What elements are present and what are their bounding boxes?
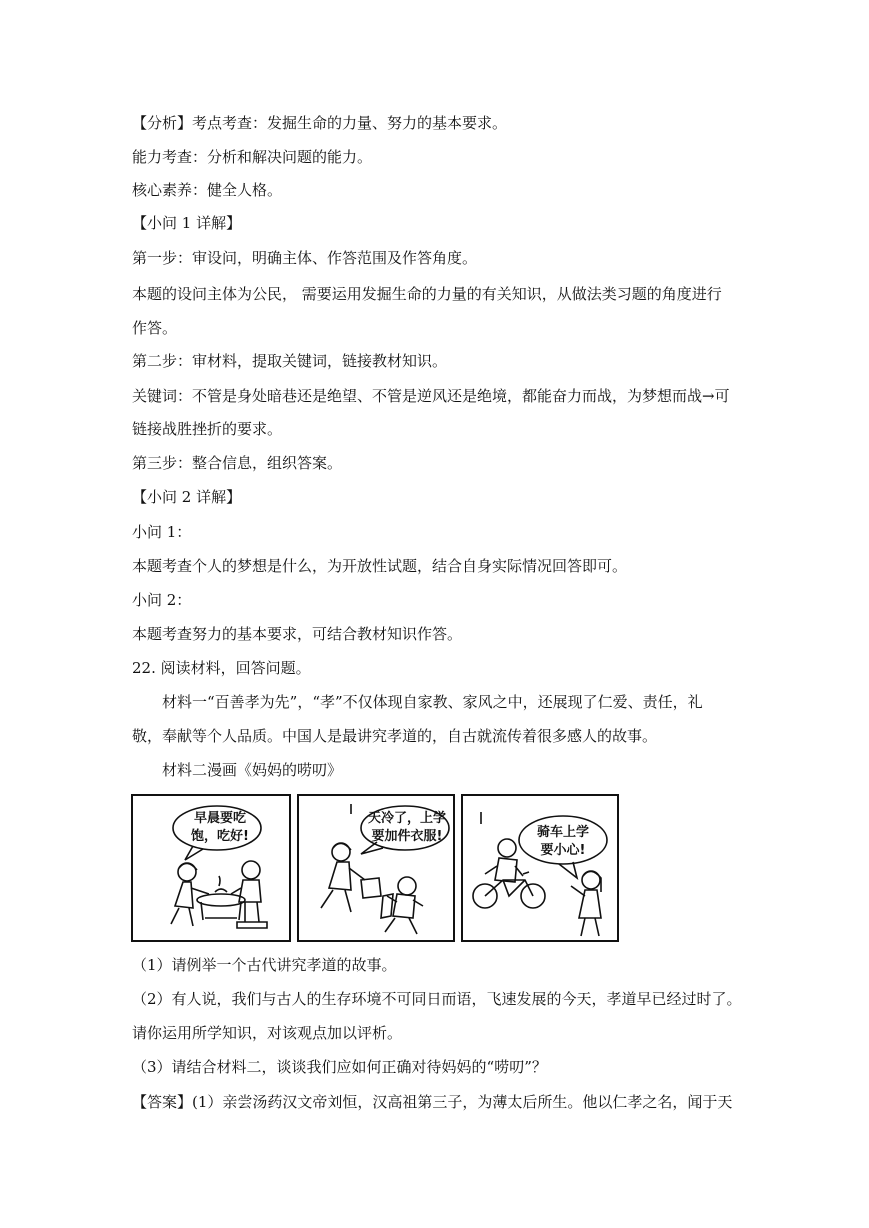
subq2-part2-text: 本题考查努力的基本要求，可结合教材知识作答。 xyxy=(132,625,463,643)
subq2-heading: 【小问 2 详解】 xyxy=(132,488,242,506)
body-line: 本题的设问主体为公民， 需要运用发掘生命的力量的有关知识，从做法类习题的角度进行 xyxy=(132,285,722,303)
step1-line: 第一步：审设问，明确主体、作答范围及作答角度。 xyxy=(132,249,478,267)
speech-bubble-3-line-1: 骑车上学 xyxy=(536,825,589,840)
subq1-heading: 【小问 1 详解】 xyxy=(132,214,242,232)
speech-bubble-2-line-1: 天冷了，上学 xyxy=(367,811,446,826)
material-1-line: 材料一“百善孝为先”，“孝”不仅体现自家教、家风之中，还展现了仁爱、责任，礼 xyxy=(162,693,703,711)
speech-bubble-3-line-2: 要小心! xyxy=(540,843,586,858)
speech-bubble-1-line-2: 饱，吃好! xyxy=(191,829,249,844)
question-2-cont: 请你运用所学知识，对该观点加以评析。 xyxy=(132,1024,403,1042)
subq2-part2-label: 小问 2： xyxy=(132,591,192,609)
speech-bubble-1-line-1: 早晨要吃 xyxy=(193,811,246,826)
ability-line: 能力考查：分析和解决问题的能力。 xyxy=(132,148,373,166)
speech-bubble-2-line-2: 要加件衣服! xyxy=(371,829,443,844)
material-1-line-cont: 敬，奉献等个人品质。中国人是最讲究孝道的，自古就流传着很多感人的故事。 xyxy=(132,727,658,745)
keywords-line: 关键词：不管是身处暗巷还是绝望、不管是逆风还是绝境，都能奋力而战，为梦想而战→可 xyxy=(132,387,730,405)
answer-line: 【答案】(1）亲尝汤药汉文帝刘恒，汉高祖第三子，为薄太后所生。他以仁孝之名，闻于天 xyxy=(132,1093,733,1111)
question-22-heading: 22. 阅读材料，回答问题。 xyxy=(132,659,311,677)
question-2: （2）有人说，我们与古人的生存环境不可同日而语，飞速发展的今天，孝道早已经过时了。 xyxy=(132,990,742,1008)
body-line: 作答。 xyxy=(132,319,178,337)
keywords-line-cont: 链接战胜挫折的要求。 xyxy=(132,420,283,438)
literacy-line: 核心素养：健全人格。 xyxy=(132,181,283,199)
comic-panel-2 xyxy=(297,794,455,942)
subq2-part1-text: 本题考查个人的梦想是什么，为开放性试题，结合自身实际情况回答即可。 xyxy=(132,557,628,575)
comic-illustration-3 xyxy=(463,796,617,940)
analysis-heading: 【分析】考点考查：发掘生命的力量、努力的基本要求。 xyxy=(132,114,508,132)
step3-line: 第三步：整合信息，组织答案。 xyxy=(132,454,343,472)
comic-panel-3 xyxy=(461,794,619,942)
material-2-caption: 材料二漫画《妈妈的唠叨》 xyxy=(162,761,343,779)
question-3: （3）请结合材料二，谈谈我们应如何正确对待妈妈的“唠叨”？ xyxy=(132,1058,547,1076)
subq2-part1-label: 小问 1： xyxy=(132,523,192,541)
question-1: （1）请例举一个古代讲究孝道的故事。 xyxy=(132,956,397,974)
step2-line: 第二步：审材料，提取关键词，链接教材知识。 xyxy=(132,352,448,370)
comic-panel-1 xyxy=(131,794,291,942)
